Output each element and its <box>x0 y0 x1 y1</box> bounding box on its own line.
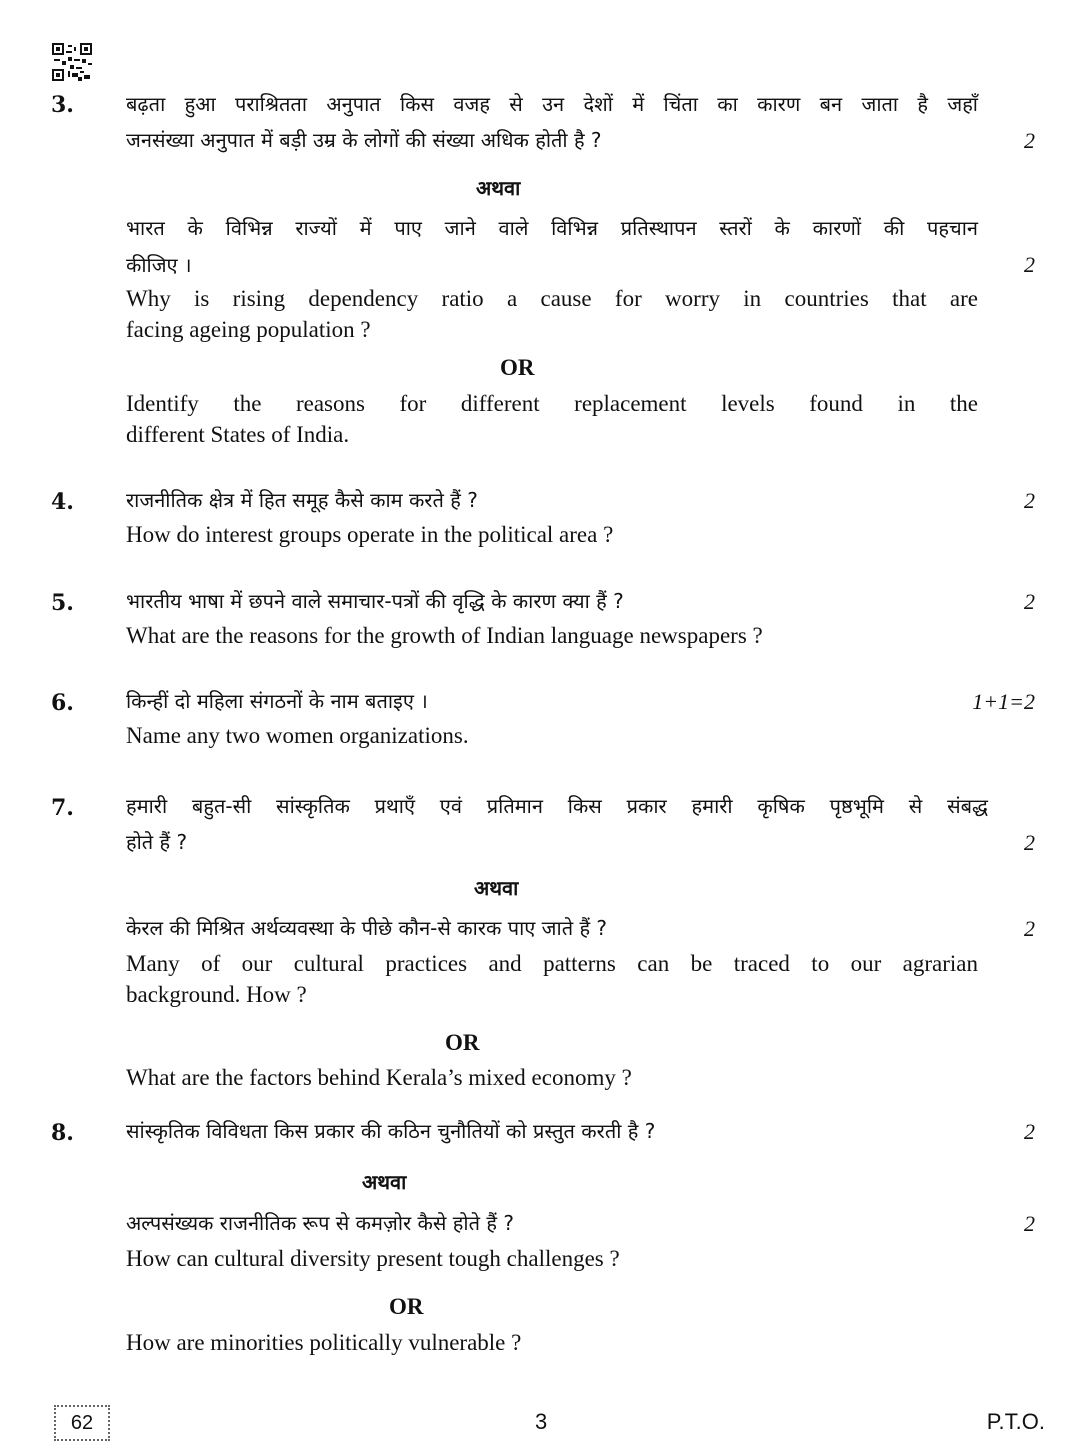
question-3-english-line-2: facing ageing population ? <box>126 317 371 342</box>
question-6-marks: 1+1=2 <box>972 689 1035 714</box>
question-8-marks: 2 <box>1024 1119 1035 1144</box>
question-3-alt-hindi-line-1: भारत के विभिन्न राज्यों में पाए जाने वाले विभिन्न प्रतिस्थापन स्तरों के कारणों की पहचान <box>126 216 978 240</box>
question-3-alt-marks: 2 <box>1024 252 1035 277</box>
question-7-marks: 2 <box>1024 830 1035 855</box>
question-7-alt-marks: 2 <box>1024 916 1035 941</box>
question-7-number: 7. <box>51 795 74 821</box>
question-5-marks: 2 <box>1024 589 1035 614</box>
question-4-english: How do interest groups operate in the political area ? <box>126 522 614 547</box>
question-7-alt-hindi: केरल की मिश्रित अर्थव्यवस्था के पीछे कौन-से कारक पाए जाते हैं ? <box>126 916 608 940</box>
question-8-alt-marks: 2 <box>1024 1211 1035 1236</box>
question-7-or-hindi: अथवा <box>474 876 519 900</box>
question-3-hindi-line-2: जनसंख्या अनुपात में बड़ी उम्र के लोगों की संख्या अधिक होती है ? <box>126 128 602 152</box>
question-4-hindi: राजनीतिक क्षेत्र में हित समूह कैसे काम करते हैं ? <box>126 488 478 512</box>
question-8-alt-english: How are minorities politically vulnerable ? <box>126 1330 522 1355</box>
question-4-marks: 2 <box>1024 488 1035 513</box>
question-3-or-hindi: अथवा <box>476 176 521 200</box>
question-3-alt-english-line-1: Identify the reasons for different replacement levels found in the <box>126 391 978 416</box>
question-6-hindi: किन्हीं दो महिला संगठनों के नाम बताइए । <box>126 689 428 713</box>
question-8-alt-hindi: अल्पसंख्यक राजनीतिक रूप से कमज़ोर कैसे होते हैं ? <box>126 1211 514 1235</box>
question-3-alt-hindi-line-2: कीजिए । <box>126 253 192 277</box>
question-8-or-english: OR <box>389 1294 424 1319</box>
question-8-hindi: सांस्कृतिक विविधता किस प्रकार की कठिन चुनौतियों को प्रस्तुत करती है ? <box>126 1119 656 1143</box>
question-8-or-hindi: अथवा <box>362 1170 407 1194</box>
question-8-number: 8. <box>51 1120 74 1146</box>
question-3-or-english: OR <box>500 355 535 380</box>
question-7-english-line-1: Many of our cultural practices and patterns can be traced to our agrarian <box>126 951 978 976</box>
question-3-marks: 2 <box>1024 128 1035 153</box>
qr-code-icon <box>52 43 92 81</box>
paper-code: 62 <box>70 1411 94 1434</box>
page-number: 3 <box>535 1409 548 1434</box>
question-3-english-line-1: Why is rising dependency ratio a cause for worry in countries that are <box>126 286 978 311</box>
question-5-hindi: भारतीय भाषा में छपने वाले समाचार-पत्रों की वृद्धि के कारण क्या हैं ? <box>126 589 624 613</box>
question-7-hindi-line-2: होते हैं ? <box>126 830 188 854</box>
question-5-number: 5. <box>51 590 74 616</box>
question-6-english: Name any two women organizations. <box>126 723 469 748</box>
question-4-number: 4. <box>51 489 74 515</box>
question-7-or-english: OR <box>445 1030 480 1055</box>
question-6-number: 6. <box>51 690 74 716</box>
question-3-alt-english-line-2: different States of India. <box>126 422 350 447</box>
question-8-english: How can cultural diversity present tough challenges ? <box>126 1246 620 1271</box>
question-3-number: 3. <box>51 92 74 118</box>
question-3-hindi-line-1: बढ़ता हुआ पराश्रितता अनुपात किस वजह से उन देशों में चिंता का कारण बन जाता है जहाँ <box>126 92 978 116</box>
please-turn-over: P.T.O. <box>986 1409 1045 1434</box>
question-5-english: What are the reasons for the growth of Indian language newspapers ? <box>126 623 763 648</box>
question-7-english-line-2: background. How ? <box>126 982 307 1007</box>
paper-code-box <box>54 1405 110 1441</box>
question-7-alt-english: What are the factors behind Kerala’s mixed economy ? <box>126 1065 632 1090</box>
question-7-hindi-line-1: हमारी बहुत-सी सांस्कृतिक प्रथाएँ एवं प्रतिमान किस प्रकार हमारी कृषिक पृष्ठभूमि से संबद्ध <box>126 794 988 818</box>
